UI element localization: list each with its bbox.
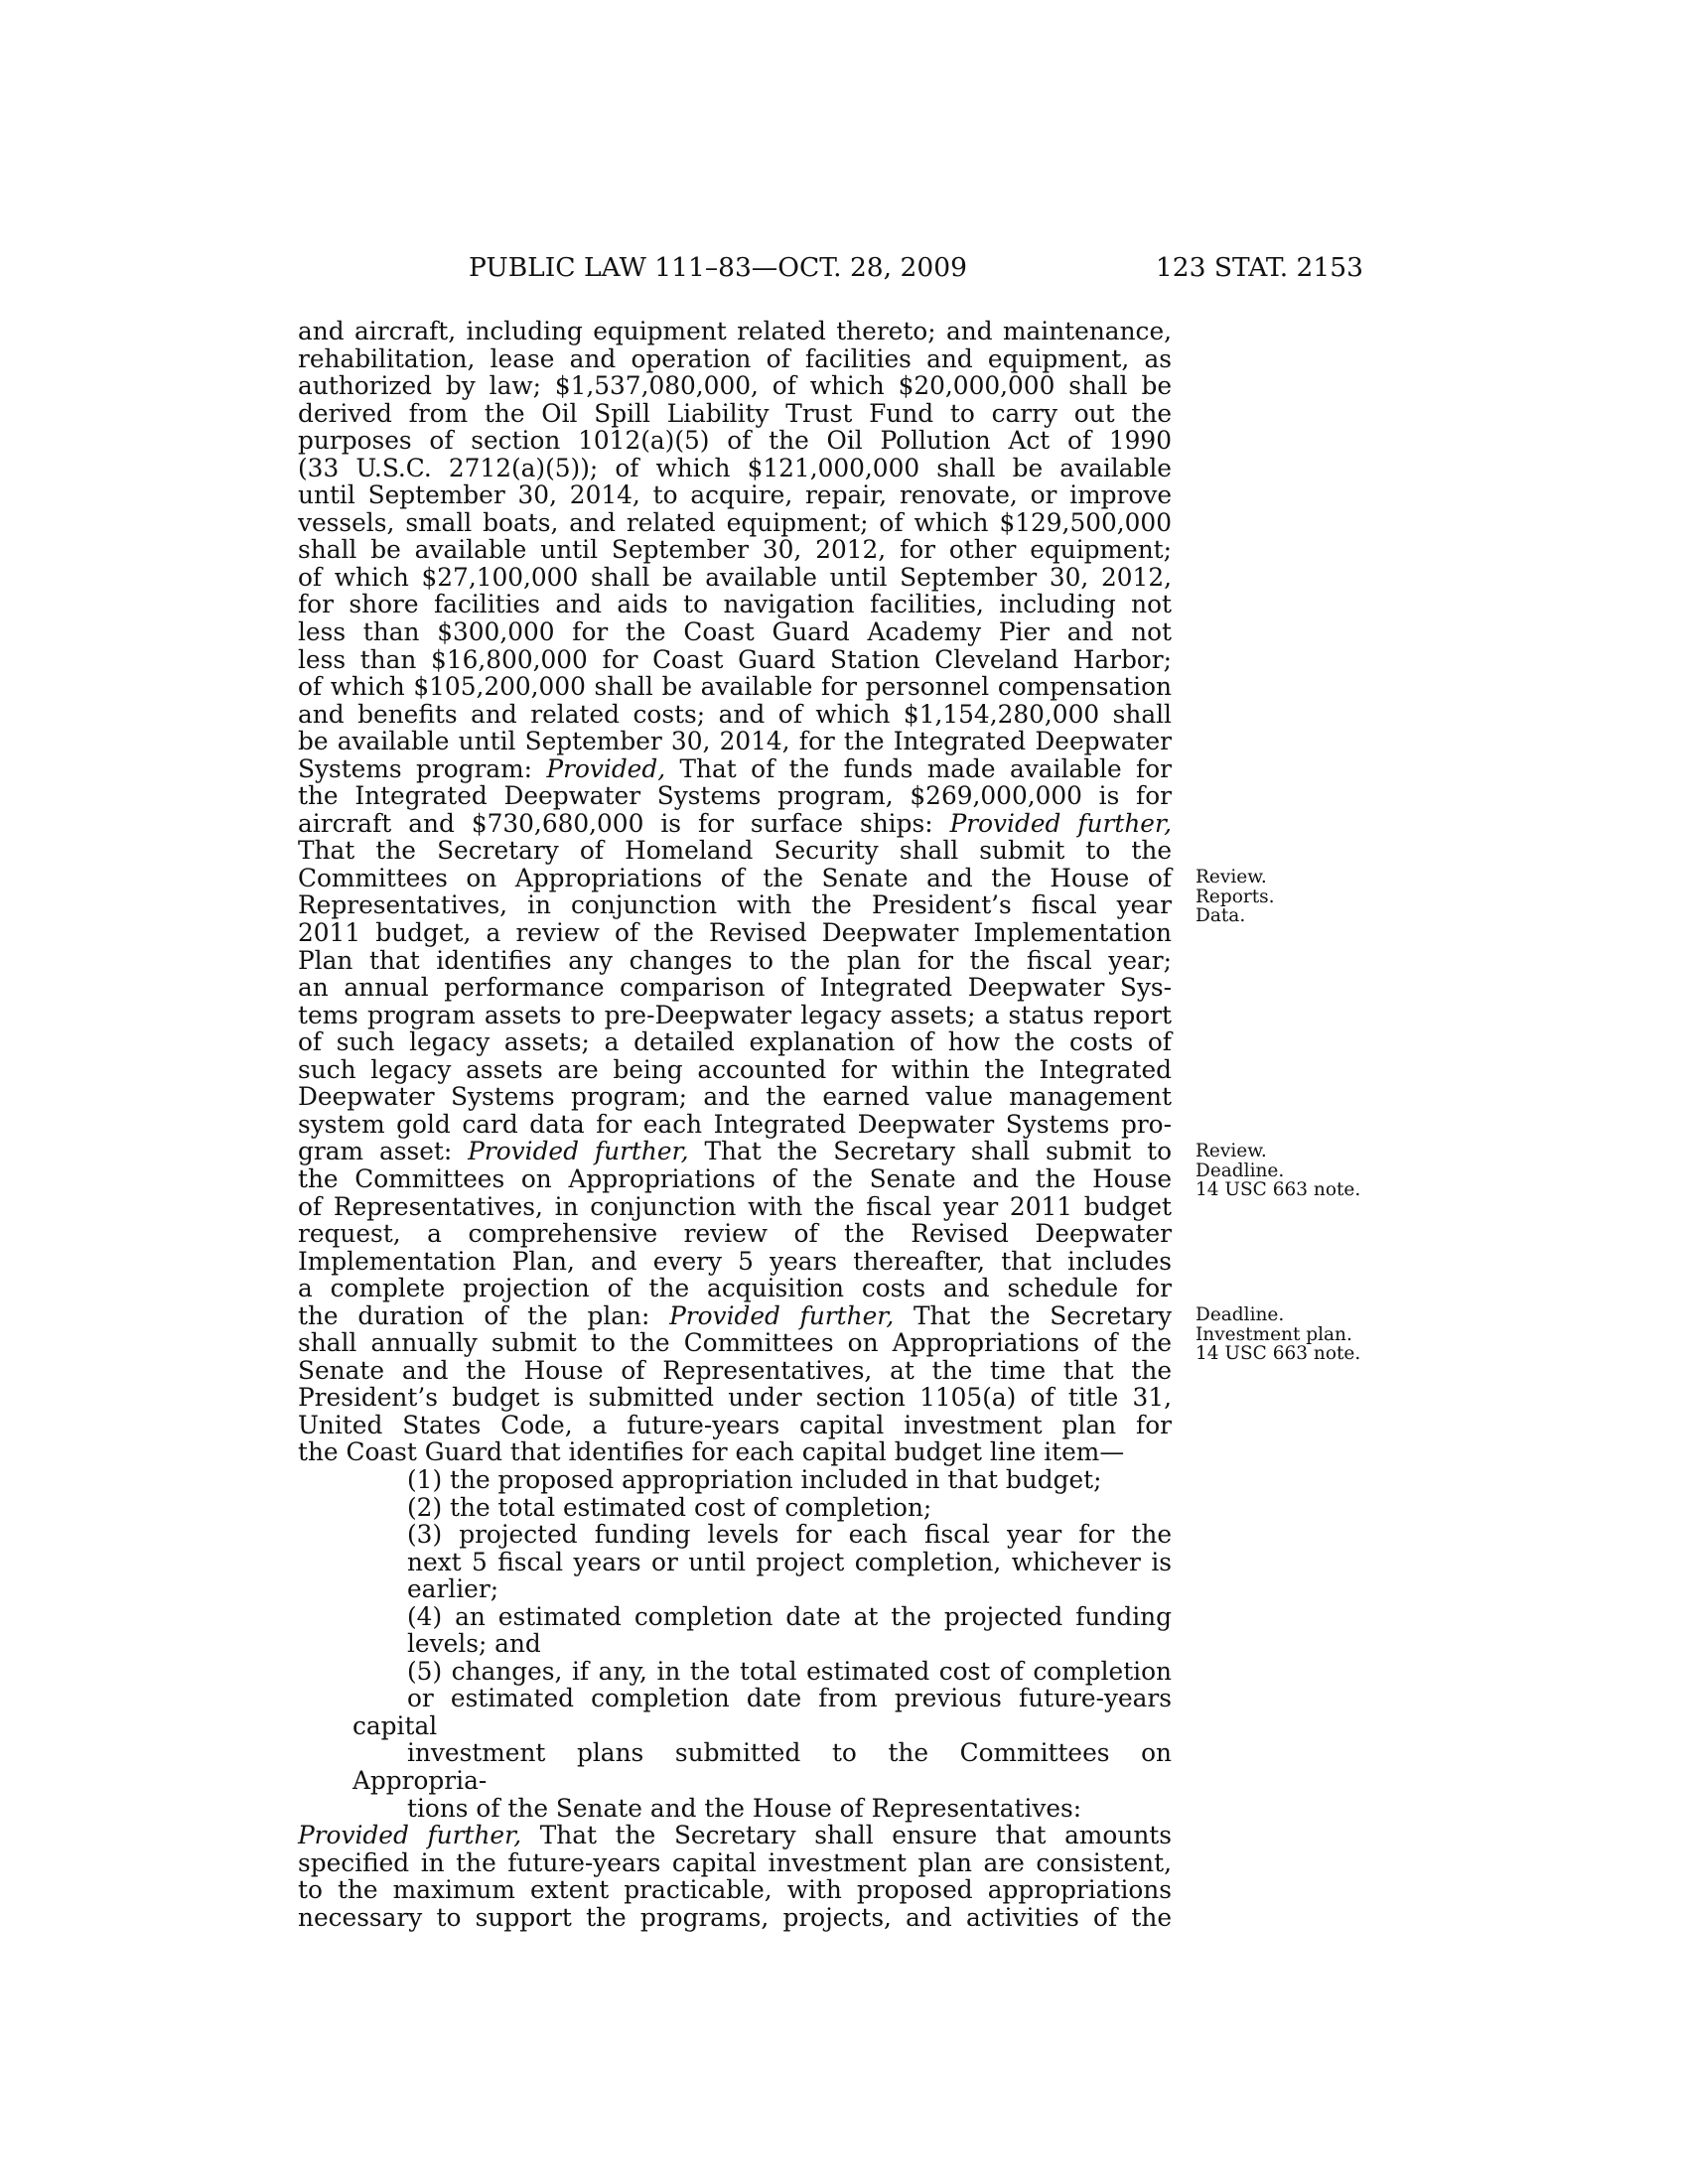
- italic-phrase: Provided,: [546, 753, 666, 783]
- text-segment: That of the funds made available for: [665, 753, 1172, 783]
- list-item: [298, 1658, 1172, 1822]
- margin-note-line: Review.: [1196, 1141, 1267, 1161]
- text-line: specified in the future-years capital investment plan are consistent,: [298, 1847, 1172, 1877]
- margin-note-review-deadline: [1196, 1142, 1384, 1200]
- text-line: Implementation Plan, and every 5 years thereafter, that includes: [298, 1246, 1172, 1276]
- text-line: shall annually submit to the Committees on Appropriations of the: [298, 1328, 1172, 1358]
- text-line: and aircraft, including equipment related thereto; and maintenance,: [298, 317, 1172, 345]
- closing-paragraph: [298, 1822, 1172, 1931]
- text-line: derived from the Oil Spill Liability Trust Fund to carry out the: [298, 398, 1172, 428]
- text-line: 2011 budget, a review of the Revised Deepwater Implementation: [298, 918, 1172, 948]
- text-line: [298, 1822, 1172, 1849]
- margin-note-line: Deadline.: [1196, 1304, 1285, 1325]
- text-line: (33 U.S.C. 2712(a)(5)); of which $121,000,000 shall be available: [298, 453, 1172, 482]
- text-line: an annual performance comparison of Integrated Deepwater Sys-: [298, 973, 1172, 1003]
- text-line: next 5 fiscal years or until project completion, whichever is: [407, 1547, 1172, 1576]
- list-item: [298, 1494, 1172, 1522]
- text-line: Senate and the House of Representatives, at the time that the: [298, 1355, 1172, 1385]
- text-line: less than $16,800,000 for Coast Guard Station Cleveland Harbor;: [298, 644, 1172, 674]
- list-item: [298, 1521, 1172, 1603]
- italic-phrase: Provided further,: [949, 808, 1172, 838]
- text-line: the Coast Guard that identifies for each capital budget line item—: [298, 1437, 1125, 1467]
- margin-note-line: Data.: [1196, 905, 1246, 926]
- text-line: levels; and: [407, 1629, 541, 1659]
- text-line: of Representatives, in conjunction with the fiscal year 2011 budget: [298, 1191, 1172, 1221]
- text-line: purposes of section 1012(a)(5) of the Oil Pollution Act of 1990: [298, 426, 1172, 456]
- text-line: of which $27,100,000 shall be available until September 30, 2012,: [298, 562, 1172, 592]
- text-line: investment plans submitted to the Committees on Appropria-: [352, 1738, 1172, 1795]
- main-paragraph: [298, 318, 1172, 1466]
- text-line: necessary to support the programs, projects, and activities of the: [298, 1902, 1172, 1932]
- text-line: Representatives, in conjunction with the President’s fiscal year: [298, 890, 1172, 920]
- text-line: the Integrated Deepwater Systems program, $269,000,000 is for: [298, 781, 1172, 811]
- text-line: (1) the proposed appropriation included in that budget;: [407, 1464, 1102, 1494]
- margin-note-deadline-investment-plan: [1196, 1305, 1384, 1364]
- text-segment: That the Secretary: [894, 1300, 1172, 1330]
- statute-body: [298, 318, 1172, 1931]
- enumerated-items: [298, 1466, 1172, 1822]
- text-line: (3) projected funding levels for each fiscal year for the: [407, 1520, 1172, 1550]
- margin-note-line: 14 USC 663 note.: [1196, 1179, 1361, 1200]
- text-line: (4) an estimated completion date at the projected funding: [407, 1601, 1172, 1631]
- header-title: PUBLIC LAW 111–83—OCT. 28, 2009: [469, 252, 967, 283]
- text-line: [298, 1302, 1172, 1330]
- text-line: request, a comprehensive review of the Revised Deepwater: [298, 1219, 1172, 1249]
- running-header: [298, 250, 1363, 286]
- text-line: [298, 1138, 1172, 1165]
- margin-note-line: Reports.: [1196, 886, 1275, 907]
- text-line: (5) changes, if any, in the total estimated cost of completion: [407, 1656, 1172, 1686]
- text-line: Plan that identifies any changes to the plan for the fiscal year;: [298, 945, 1172, 975]
- text-line: a complete projection of the acquisition costs and schedule for: [298, 1274, 1172, 1303]
- text-line: rehabilitation, lease and operation of facilities and equipment, as: [298, 343, 1172, 373]
- text-segment: aircraft and $730,680,000 is for surface ships:: [298, 808, 950, 838]
- page-number: 123 STAT. 2153: [1155, 252, 1363, 283]
- margin-note-review-reports-data: [1196, 868, 1384, 926]
- text-segment: That the Secretary shall submit to: [688, 1137, 1172, 1166]
- text-line: earlier;: [407, 1574, 499, 1604]
- text-line: tions of the Senate and the House of Representatives:: [407, 1793, 1082, 1823]
- text-line: system gold card data for each Integrated Deepwater Systems pro-: [298, 1109, 1172, 1139]
- text-line: That the Secretary of Homeland Security shall submit to the: [298, 836, 1172, 866]
- text-line: of such legacy assets; a detailed explanation of how the costs of: [298, 1027, 1172, 1057]
- text-segment: the duration of the plan:: [298, 1300, 670, 1330]
- text-line: be available until September 30, 2014, for the Integrated Deepwater: [298, 727, 1172, 756]
- italic-phrase: Provided further,: [669, 1300, 895, 1330]
- text-line: the Committees on Appropriations of the Senate and the House: [298, 1163, 1172, 1193]
- margin-note-line: Review.: [1196, 867, 1267, 887]
- text-line: to the maximum extent practicable, with proposed appropriations: [298, 1875, 1172, 1905]
- text-line: such legacy assets are being accounted for within the Integrated: [298, 1054, 1172, 1084]
- list-item: [298, 1466, 1172, 1494]
- text-line: of which $105,200,000 shall be available for personnel compensation: [298, 672, 1172, 702]
- text-segment: Systems program:: [298, 753, 547, 783]
- text-line: until September 30, 2014, to acquire, repair, renovate, or improve: [298, 480, 1172, 510]
- text-line: authorized by law; $1,537,080,000, of which $20,000,000 shall be: [298, 371, 1172, 401]
- text-line: less than $300,000 for the Coast Guard Academy Pier and not: [298, 617, 1172, 647]
- text-line: Committees on Appropriations of the Senate and the House of: [298, 863, 1172, 892]
- text-line: vessels, small boats, and related equipment; of which $129,500,000: [298, 507, 1172, 537]
- text-line: and benefits and related costs; and of which $1,154,280,000 shall: [298, 699, 1172, 729]
- italic-phrase: Provided further,: [468, 1137, 689, 1166]
- list-item: [298, 1603, 1172, 1658]
- margin-note-line: Deadline.: [1196, 1160, 1285, 1181]
- text-line: Deepwater Systems program; and the earned value management: [298, 1082, 1172, 1112]
- text-segment: gram asset:: [298, 1137, 469, 1166]
- text-line: for shore facilities and aids to navigation facilities, including not: [298, 590, 1172, 619]
- italic-phrase: Provided further,: [298, 1821, 522, 1850]
- margin-note-line: 14 USC 663 note.: [1196, 1343, 1361, 1364]
- margin-note-line: Investment plan.: [1196, 1323, 1352, 1345]
- text-line: tems program assets to pre-Deepwater legacy assets; a status report: [298, 1000, 1172, 1029]
- text-line: or estimated completion date from previous future-years capital: [352, 1684, 1172, 1740]
- text-line: United States Code, a future-years capital investment plan for: [298, 1410, 1172, 1439]
- text-line: shall be available until September 30, 2012, for other equipment;: [298, 535, 1172, 565]
- text-segment: That the Secretary shall ensure that amounts: [521, 1821, 1172, 1850]
- text-line: [298, 810, 1172, 838]
- text-line: (2) the total estimated cost of completion;: [407, 1492, 932, 1522]
- text-line: President’s budget is submitted under section 1105(a) of title 31,: [298, 1383, 1172, 1413]
- text-line: [298, 755, 1172, 783]
